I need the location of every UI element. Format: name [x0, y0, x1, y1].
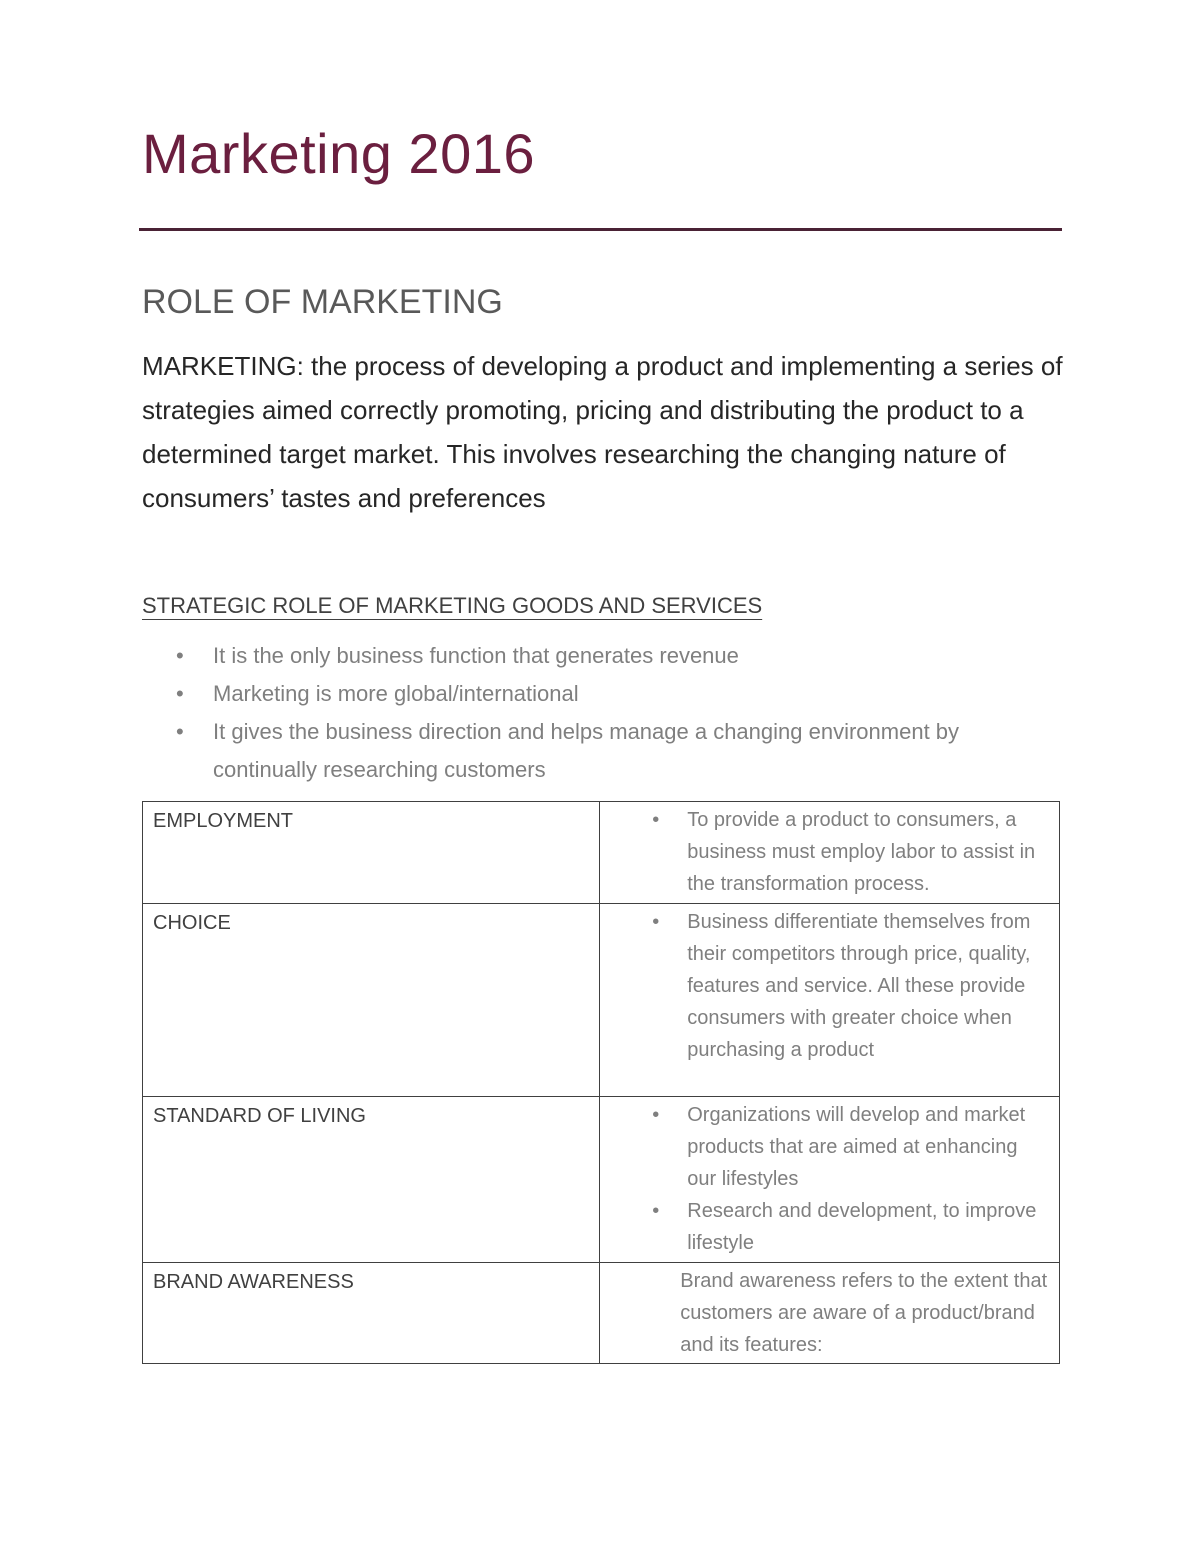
list-item-text: It is the only business function that generates revenue [213, 643, 739, 668]
table-cell-description [600, 1262, 1060, 1364]
table-cell-description [600, 903, 1060, 1096]
bullet-icon: • [176, 643, 184, 668]
bullet-icon: • [652, 1200, 660, 1223]
marketing-roles-table [142, 801, 1060, 1364]
table-row [143, 1096, 1060, 1262]
table-row [143, 903, 1060, 1096]
table-cell-label: EMPLOYMENT [143, 802, 600, 904]
list-item [600, 906, 1049, 1067]
list-item [600, 804, 1049, 901]
list-item-text: To provide a product to consumers, a business must employ labor to assist in the transformation process. [687, 809, 1036, 896]
table-row [143, 802, 1060, 904]
table-row [143, 1262, 1060, 1364]
page-title: Marketing 2016 [142, 122, 536, 185]
title-divider [139, 228, 1062, 231]
list-item [142, 675, 1042, 713]
list-item-text: It gives the business direction and helps manage a changing environment by continually researching customers [213, 719, 960, 782]
list-item-text: Organizations will develop and market products that are aimed at enhancing our lifestyles [687, 1103, 1026, 1191]
table-cell-text: Brand awareness refers to the extent that customers are aware of a product/brand and its features: [680, 1269, 1048, 1357]
list-item-text: Business differentiate themselves from their competitors through price, quality, features and service. All these provide consumers with greater choice when purchasing a product [687, 910, 1031, 1062]
list-item-text: Marketing is more global/international [213, 681, 579, 706]
list-item [600, 1099, 1049, 1196]
bullet-icon: • [652, 1103, 660, 1126]
table-cell-description [600, 1096, 1060, 1262]
bullet-icon: • [652, 910, 660, 933]
strategic-role-list [142, 637, 1042, 789]
table-cell-label: STANDARD OF LIVING [143, 1096, 600, 1262]
bullet-icon: • [176, 719, 184, 744]
table-cell-label: BRAND AWARENESS [143, 1262, 600, 1364]
section-heading: ROLE OF MARKETING [142, 283, 503, 321]
list-item [600, 1195, 1049, 1259]
marketing-definition: MARKETING: the process of developing a product and implementing a series of strategies aimed correctly promoting, pricing and distributing the product to a determined target market. This involves researching the changing nature of consumers’ tastes and preferences [142, 351, 1063, 513]
table-cell-description [600, 802, 1060, 904]
list-item [142, 637, 1042, 675]
table-cell-label: CHOICE [143, 903, 600, 1096]
bullet-icon: • [652, 809, 660, 831]
bullet-icon: • [176, 681, 184, 706]
list-item [142, 713, 1042, 789]
list-item-text: Research and development, to improve lifestyle [687, 1200, 1037, 1255]
strategic-role-heading: STRATEGIC ROLE OF MARKETING GOODS AND SERVICES [142, 593, 763, 618]
